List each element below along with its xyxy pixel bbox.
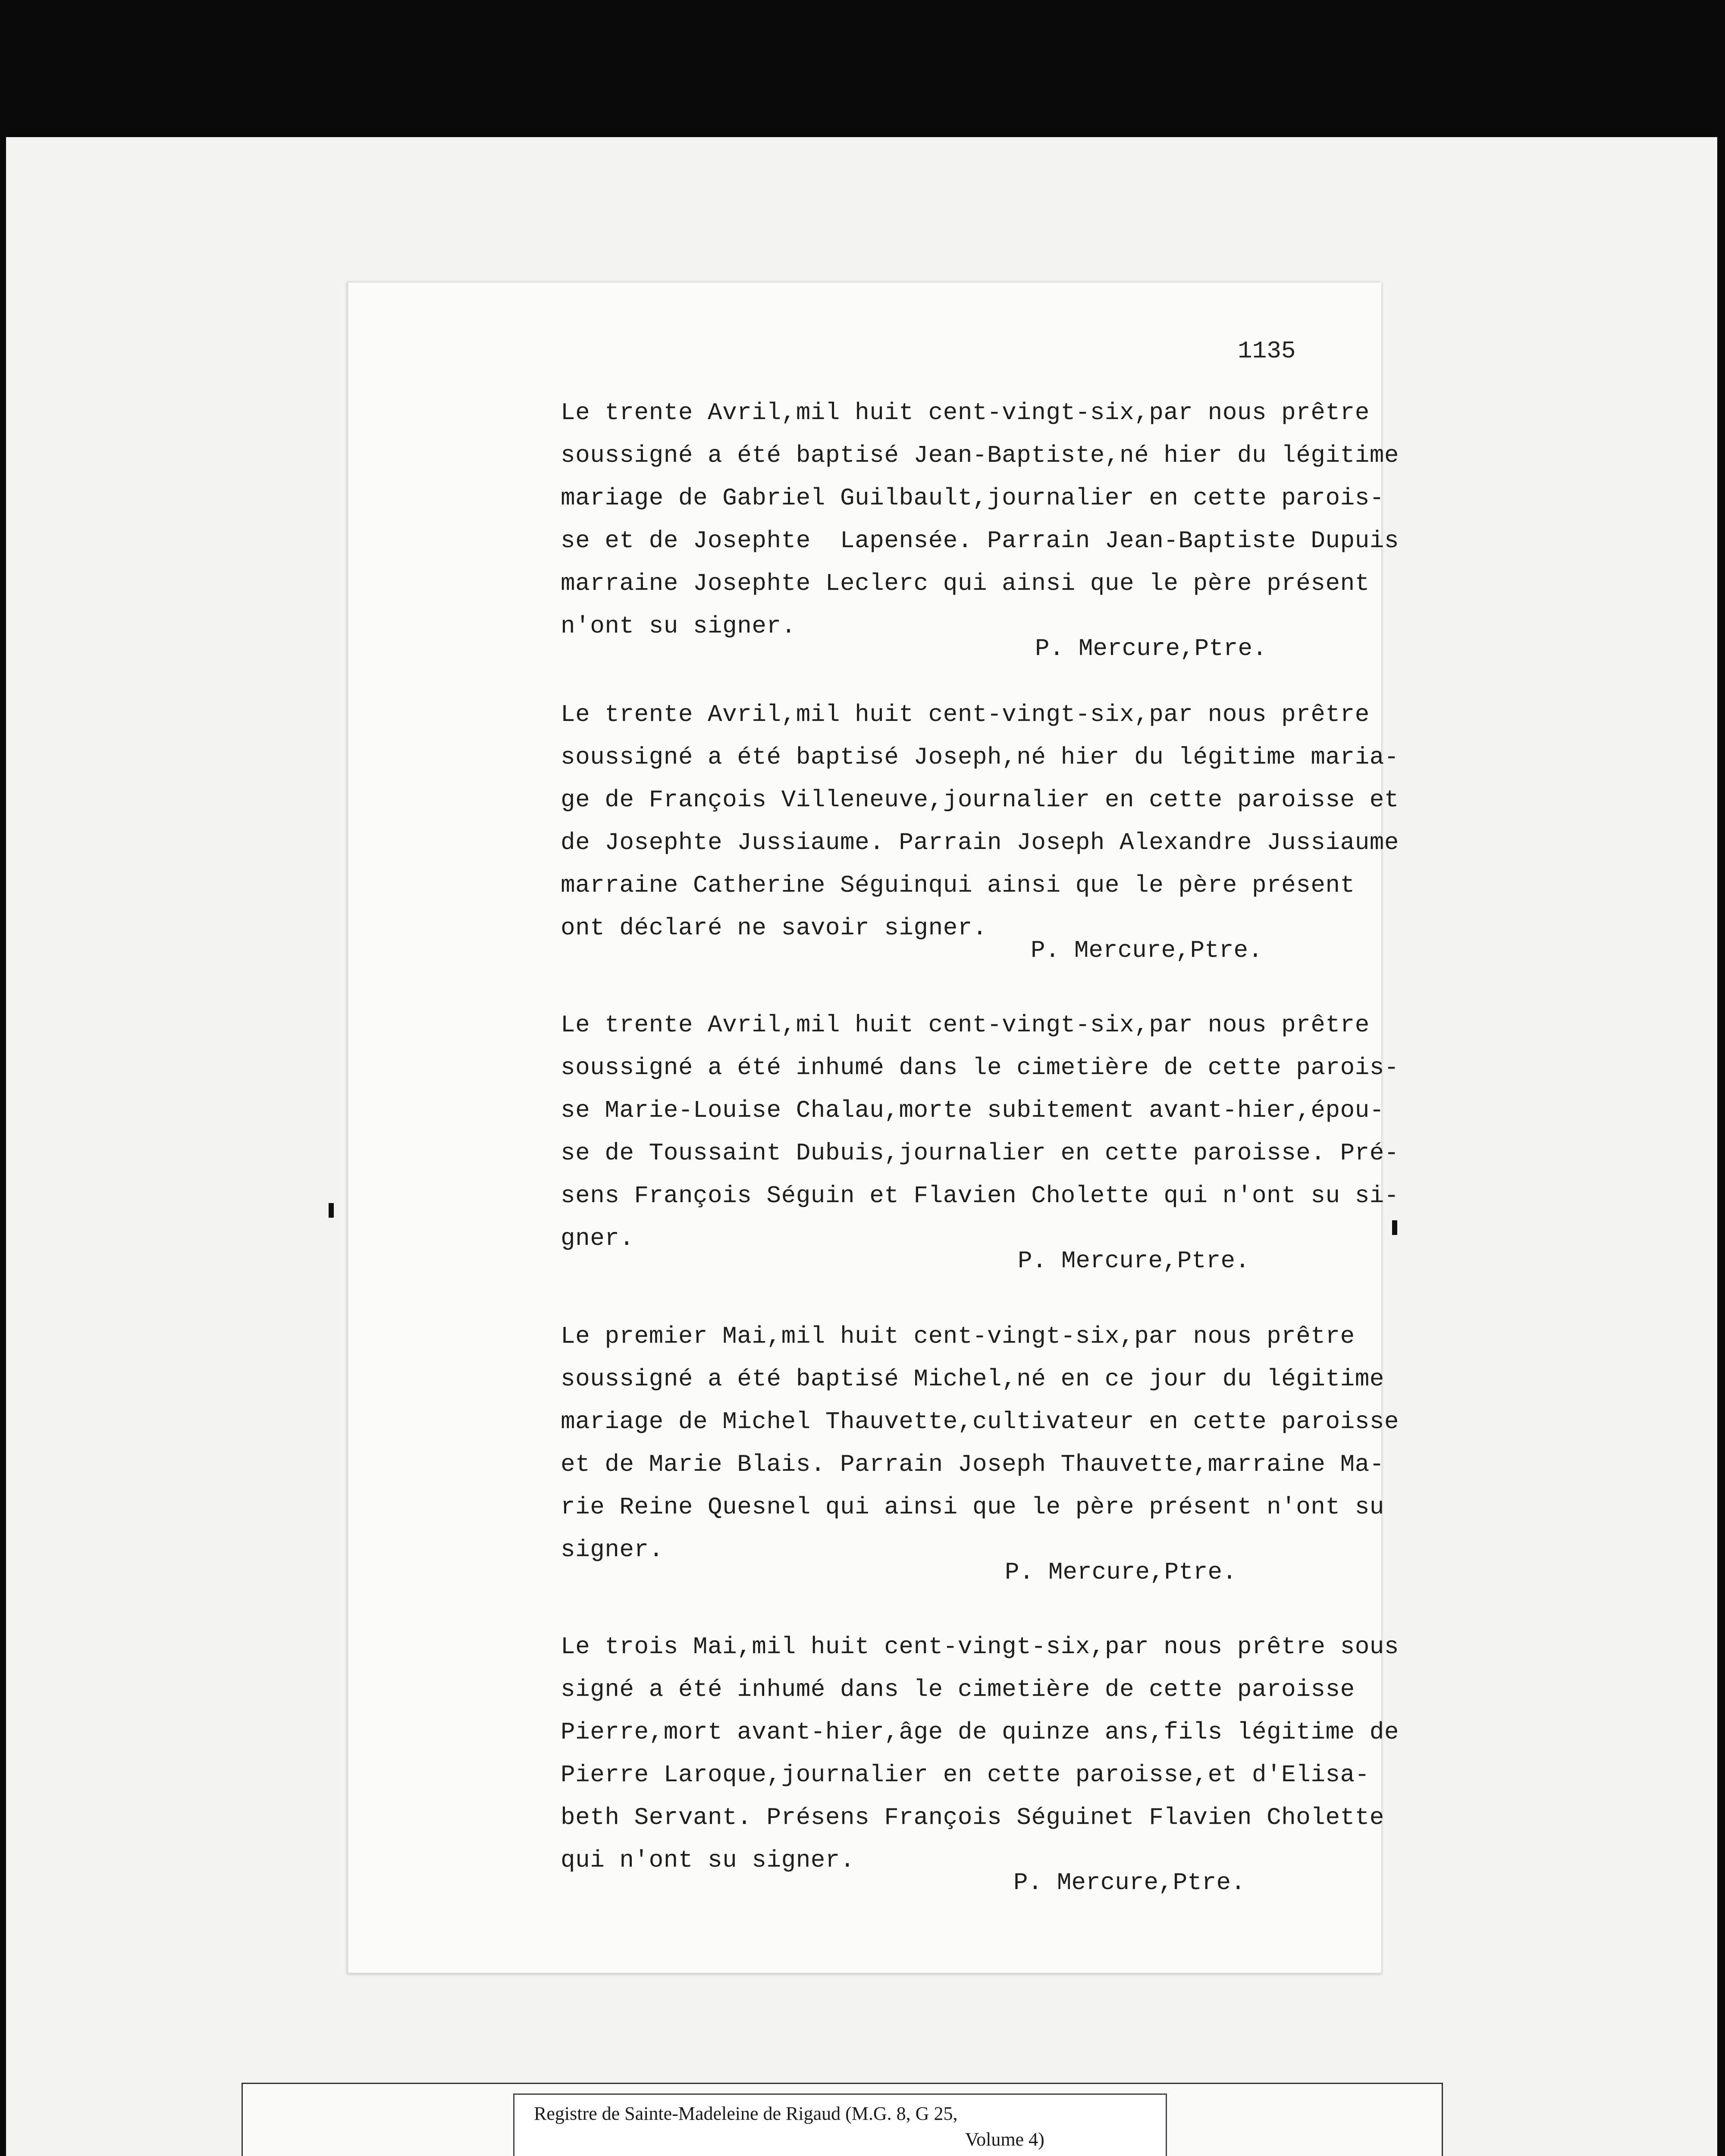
- reference-label: [513, 2093, 1167, 2156]
- entry-line: Le premier Mai,mil huit cent-vingt-six,par nous prêtre: [561, 1322, 1355, 1350]
- entry-line: Le trente Avril,mil huit cent-vingt-six,par nous prêtre: [561, 701, 1370, 728]
- entry-line: se de Toussaint Dubuis,journalier en cette paroisse. Pré-: [561, 1139, 1399, 1167]
- entry-line: Pierre Laroque,journalier en cette paroisse,et d'Elisa-: [561, 1761, 1370, 1789]
- reference-line-1: Registre de Sainte-Madeleine de Rigaud (M.G. 8, G 25,: [534, 2103, 958, 2124]
- entry-line: marraine Catherine Séguinqui ainsi que le père présent: [561, 871, 1355, 899]
- entry-line: ge de François Villeneuve,journalier en cette paroisse et: [561, 786, 1399, 814]
- entry-line: Le trente Avril,mil huit cent-vingt-six,par nous prêtre: [561, 399, 1370, 426]
- entry-line: soussigné a été inhumé dans le cimetière de cette parois-: [561, 1054, 1399, 1081]
- entry-line: Le trois Mai,mil huit cent-vingt-six,par nous prêtre sous: [561, 1633, 1399, 1661]
- entry-line: gner.: [561, 1225, 634, 1252]
- priest-signature: P. Mercure,Ptre.: [1018, 1247, 1250, 1275]
- register-entry-3: [561, 1004, 1399, 1288]
- entry-line: mariage de Michel Thauvette,cultivateur en cette paroisse: [561, 1408, 1399, 1435]
- edge-mark-right: [1392, 1220, 1397, 1235]
- entry-line: n'ont su signer.: [561, 612, 796, 640]
- entry-line: marraine Josephte Leclerc qui ainsi que le père présent: [561, 570, 1370, 597]
- entry-line: Pierre,mort avant-hier,âge de quinze ans,fils légitime de: [561, 1718, 1399, 1746]
- priest-signature: P. Mercure,Ptre.: [1031, 937, 1263, 964]
- register-entry-1: [561, 392, 1399, 675]
- priest-signature: P. Mercure,Ptre.: [1035, 635, 1267, 662]
- entry-line: sens François Séguin et Flavien Cholette qui n'ont su si-: [561, 1182, 1399, 1210]
- entry-line: soussigné a été baptisé Michel,né en ce jour du légitime: [561, 1365, 1384, 1393]
- entry-line: se et de Josephte Lapensée. Parrain Jean-Baptiste Dupuis: [561, 527, 1399, 555]
- entry-line: rie Reine Quesnel qui ainsi que le père présent n'ont su: [561, 1493, 1384, 1521]
- register-entry-5: [561, 1626, 1399, 1909]
- entry-line: soussigné a été baptisé Joseph,né hier du légitime maria-: [561, 743, 1399, 771]
- page-number: 1135: [1238, 337, 1296, 365]
- entry-line: et de Marie Blais. Parrain Joseph Thauvette,marraine Ma-: [561, 1451, 1384, 1478]
- entry-line: signé a été inhumé dans le cimetière de cette paroisse: [561, 1676, 1355, 1703]
- entry-line: signer.: [561, 1536, 664, 1564]
- priest-signature: P. Mercure,Ptre.: [1013, 1869, 1245, 1896]
- priest-signature: P. Mercure,Ptre.: [1005, 1558, 1237, 1586]
- entry-line: ont déclaré ne savoir signer.: [561, 914, 988, 942]
- entry-line: soussigné a été baptisé Jean-Baptiste,né hier du légitime: [561, 442, 1399, 469]
- entry-line: se Marie-Louise Chalau,morte subitement avant-hier,épou-: [561, 1097, 1384, 1124]
- entry-line: de Josephte Jussiaume. Parrain Joseph Alexandre Jussiaume: [561, 829, 1399, 856]
- register-entry-2: [561, 693, 1399, 977]
- entry-line: Le trente Avril,mil huit cent-vingt-six,par nous prêtre: [561, 1011, 1370, 1039]
- entry-line: qui n'ont su signer.: [561, 1846, 855, 1874]
- entry-line: beth Servant. Présens François Séguinet Flavien Cholette: [561, 1804, 1384, 1831]
- reference-line-2: Volume 4): [965, 2129, 1044, 2150]
- register-entry-4: [561, 1315, 1399, 1599]
- entry-line: mariage de Gabriel Guilbault,journalier en cette parois-: [561, 484, 1384, 512]
- edge-mark-left: [329, 1203, 334, 1218]
